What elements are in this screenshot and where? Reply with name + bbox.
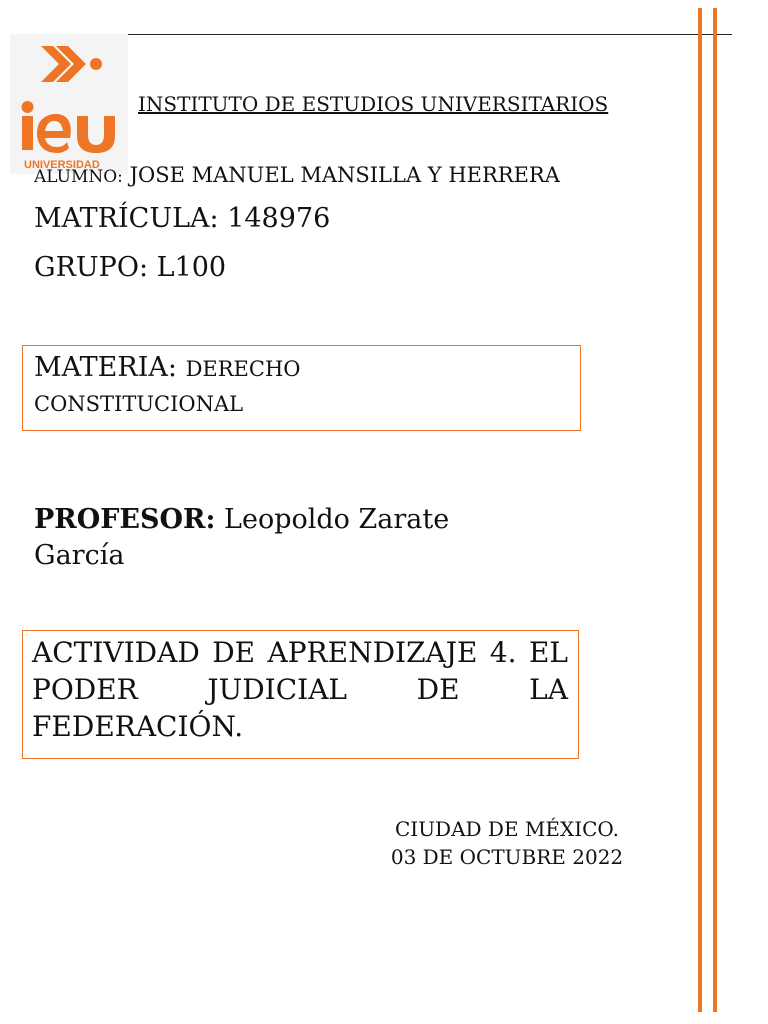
vertical-accent-line [698, 8, 702, 1012]
ieu-logo [10, 34, 128, 174]
profesor-name-line1: Leopoldo Zarate [224, 504, 450, 535]
profesor-name-line2: García [34, 540, 125, 571]
student-name: JOSE MANUEL MANSILLA Y HERRERA [129, 163, 560, 187]
materia-text [34, 351, 300, 421]
student-label: ALUMNO: [34, 167, 123, 187]
footer-date: 03 DE OCTUBRE 2022 [390, 845, 624, 869]
footer-city: CIUDAD DE MÉXICO. [394, 817, 620, 841]
top-rule [128, 34, 732, 35]
materia-value-line2: CONSTITUCIONAL [34, 392, 244, 416]
profesor-label: PROFESOR: [34, 504, 216, 535]
vertical-accent-line [713, 8, 717, 1012]
institution-title: INSTITUTO DE ESTUDIOS UNIVERSITARIOS [138, 92, 609, 116]
grupo: GRUPO: L100 [34, 252, 227, 283]
materia-value-line1: DERECHO [185, 357, 301, 381]
matricula: MATRÍCULA: 148976 [34, 203, 331, 234]
actividad-title: ACTIVIDAD DE APRENDIZAJE 4. EL PODER JUDICIAL DE LA FEDERACIÓN. [32, 636, 568, 743]
logo-subtext: UNIVERSIDAD [24, 159, 100, 171]
profesor-block [34, 502, 504, 574]
materia-label: MATERIA: [34, 352, 177, 383]
footer-place-date [376, 815, 638, 871]
student-line [34, 163, 560, 187]
